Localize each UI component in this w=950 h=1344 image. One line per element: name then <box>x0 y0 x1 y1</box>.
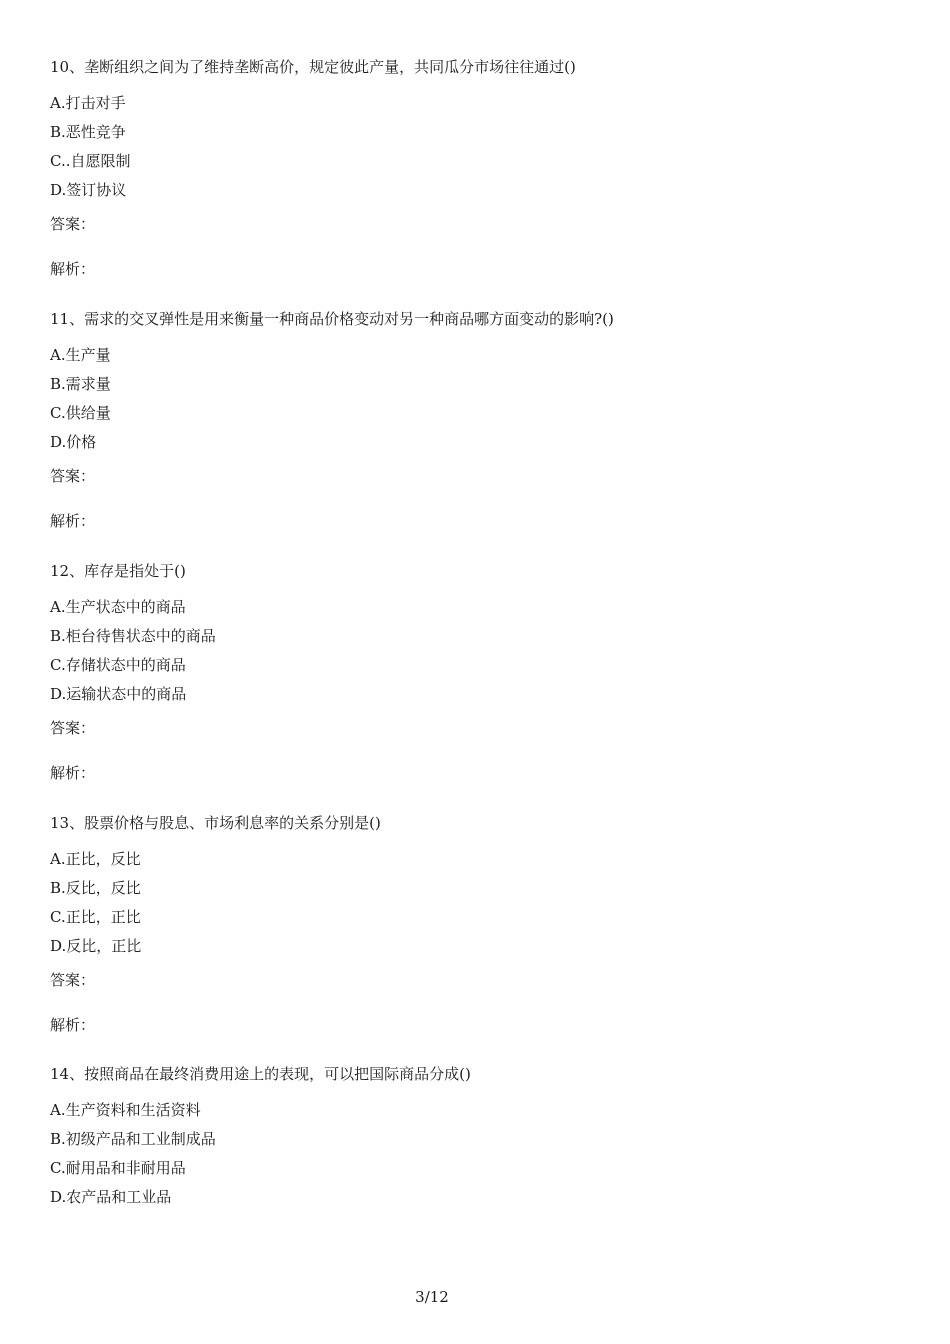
option-list <box>50 92 910 208</box>
analysis-label: 解析： <box>50 764 96 782</box>
question-title: 14、按照商品在最终消费用途上的表现，可以把国际商品分成() <box>50 1065 471 1083</box>
option-a: A.打击对手 <box>50 94 126 112</box>
option-d: D.反比，正比 <box>50 937 142 955</box>
answer-label: 答案： <box>50 971 96 989</box>
option-list <box>50 1099 910 1215</box>
option-d: D.签订协议 <box>50 181 127 199</box>
option-d: D.价格 <box>50 433 97 451</box>
option-b: B.初级产品和工业制成品 <box>50 1130 216 1148</box>
question-13 <box>50 812 910 1036</box>
analysis-label: 解析： <box>50 512 96 530</box>
question-11 <box>50 308 910 532</box>
option-c: C.存储状态中的商品 <box>50 656 186 674</box>
option-list <box>50 596 910 712</box>
option-list <box>50 344 910 460</box>
question-12 <box>50 560 910 784</box>
answer-label: 答案： <box>50 467 96 485</box>
option-a: A.生产量 <box>50 346 111 364</box>
option-d: D.农产品和工业品 <box>50 1188 172 1206</box>
option-b: B.需求量 <box>50 375 111 393</box>
option-c: C.耐用品和非耐用品 <box>50 1159 186 1177</box>
question-title: 11、需求的交叉弹性是用来衡量一种商品价格变动对另一种商品哪方面变动的影响?() <box>50 310 614 328</box>
option-a: A.生产资料和生活资料 <box>50 1101 201 1119</box>
page-number: 3/12 <box>415 1288 449 1306</box>
question-14 <box>50 1063 910 1215</box>
analysis-label: 解析： <box>50 1016 96 1034</box>
page-footer <box>0 1287 950 1307</box>
analysis-label: 解析： <box>50 260 96 278</box>
answer-label: 答案： <box>50 215 96 233</box>
option-b: B.反比，反比 <box>50 879 141 897</box>
option-list <box>50 848 910 964</box>
option-b: B.柜台待售状态中的商品 <box>50 627 216 645</box>
option-c: C.正比，正比 <box>50 908 141 926</box>
question-title: 13、股票价格与股息、市场利息率的关系分别是() <box>50 814 381 832</box>
option-a: A.生产状态中的商品 <box>50 598 186 616</box>
option-c: C..自愿限制 <box>50 152 131 170</box>
option-a: A.正比，反比 <box>50 850 141 868</box>
option-c: C.供给量 <box>50 404 111 422</box>
option-d: D.运输状态中的商品 <box>50 685 187 703</box>
answer-label: 答案： <box>50 719 96 737</box>
option-b: B.恶性竞争 <box>50 123 126 141</box>
question-10 <box>50 56 910 280</box>
question-title: 12、库存是指处于() <box>50 562 186 580</box>
question-title: 10、垄断组织之间为了维持垄断高价，规定彼此产量，共同瓜分市场往往通过() <box>50 58 576 76</box>
